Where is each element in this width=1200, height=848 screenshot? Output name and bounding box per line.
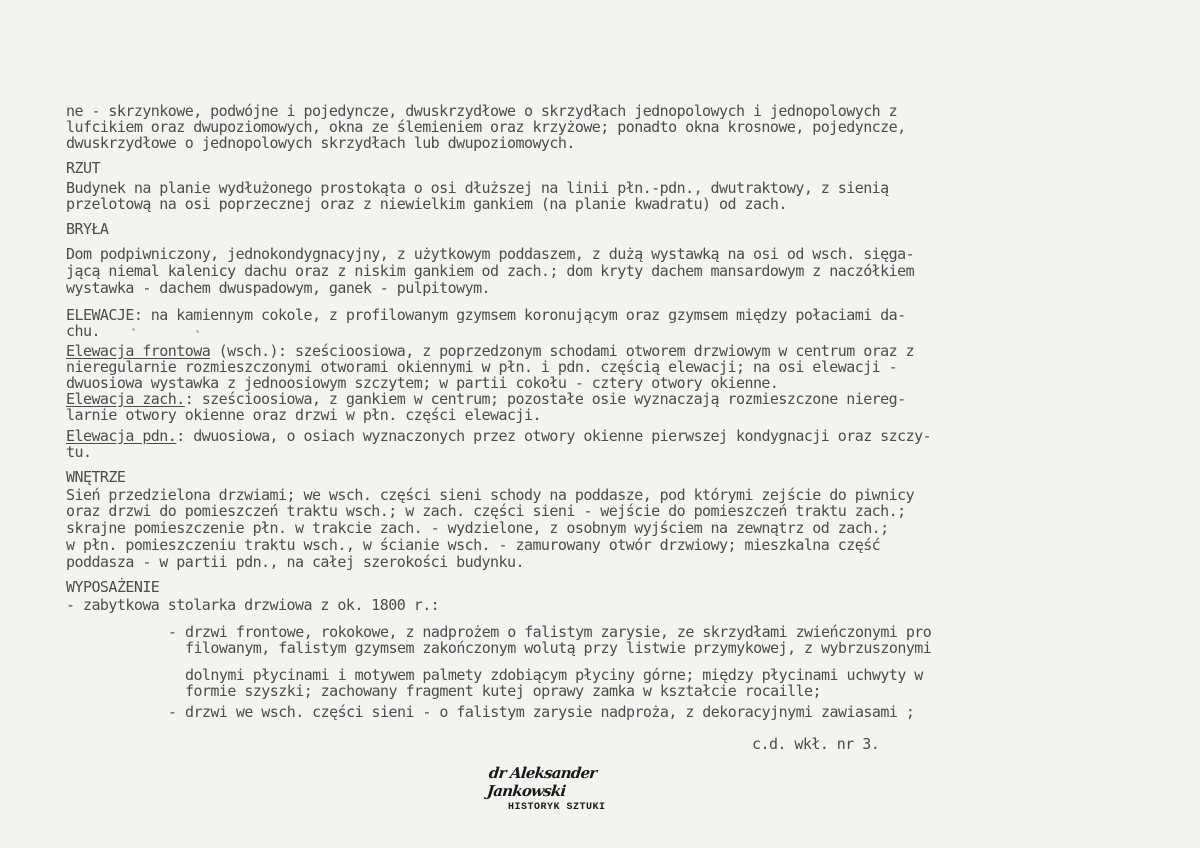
- section-heading-bryla: BRYŁA: [66, 220, 109, 238]
- stamp-title: HISTORYK SZTUKI: [508, 802, 606, 813]
- scan-speck: [132, 328, 135, 331]
- text-line: formie szyszki; zachowany fragment kutej oprawy zamka w kształcie rocaille;: [168, 682, 822, 700]
- text-line: jącą niemal kalenicy dachu oraz z niskim gankiem od zach.; dom kryty dachem mansardowym z naczółkiem: [66, 262, 915, 280]
- elewacja-frontowa-label: Elewacja frontowa: [66, 342, 211, 360]
- list-item: - zabytkowa stolarka drzwiowa z ok. 1800 r.:: [66, 596, 440, 614]
- scan-speck: [196, 330, 199, 333]
- text-line: larnie otwory okienne oraz drzwi w płn. części elewacji.: [66, 406, 541, 424]
- author-stamp: [488, 764, 648, 813]
- text-line: dwuskrzydłowe o jednopolowych skrzydłach lub dwupoziomowych.: [66, 134, 575, 152]
- elewacja-zach-line: [66, 391, 906, 407]
- section-heading-elewacje: ELEWACJE: na kamiennym cokole, z profilowanym gzymsem koronującym oraz gzymsem między połaciami da-: [66, 306, 906, 324]
- continuation-note: c.d. wkł. nr 3.: [752, 735, 880, 753]
- section-heading-wyposazenie: WYPOSAŻENIE: [66, 578, 160, 596]
- elewacja-frontowa-line: [66, 343, 914, 359]
- elewacja-zach-label: Elewacja zach.: [66, 390, 185, 408]
- text-line: nieregularnie rozmieszczonymi otworami okiennymi w płn. i pdn. częścią elewacji; na osi elewacji -: [66, 358, 898, 376]
- text-line: lufcikiem oraz dwupoziomowych, okna ze ślemieniem oraz krzyżowe; ponadto okna krosnowe, pojedyncze,: [66, 118, 906, 136]
- elewacja-pdn-line: [66, 428, 931, 444]
- text-line: poddasza - w partii pdn., na całej szerokości budynku.: [66, 553, 524, 571]
- elewacja-frontowa-text: (wsch.): sześcioosiowa, z poprzedzonym schodami otworem drzwiowym w centrum oraz z: [210, 342, 915, 360]
- sub-list-item: - drzwi we wsch. części sieni - o falistym zarysie nadproża, z dekoracyjnymi zawiasami ;: [168, 703, 915, 721]
- text-line: przelotową na osi poprzecznej oraz z niewielkim gankiem (na planie kwadratu) od zach.: [66, 195, 787, 213]
- elewacja-zach-text: : sześcioosiowa, z gankiem w centrum; pozostałe osie wyznaczają rozmieszczone niereg-: [184, 390, 906, 408]
- text-line: skrajne pomieszczenie płn. w trakcie zach. - wydzielone, z osobnym wyjściem na zewnątrz od zach.;: [66, 519, 889, 537]
- section-heading-wnetrze: WNĘTRZE: [66, 468, 126, 486]
- text-line: filowanym, falistym gzymsem zakończonym wolutą przy listwie przymykowej, z wybrzuszonymi: [168, 639, 932, 657]
- text-line: dolnymi płycinami i motywem palmety zdobiącym płyciny górne; między płycinami uchwyty w: [168, 666, 923, 684]
- text-line: Budynek na planie wydłużonego prostokąta o osi dłuższej na linii płn.-pdn., dwutraktowy, z sienią: [66, 179, 889, 197]
- stamp-name: dr Aleksander Jankowski: [486, 764, 598, 800]
- sub-list-item: - drzwi frontowe, rokokowe, z nadprożem o falistym zarysie, ze skrzydłami zwieńczonymi pro: [168, 623, 932, 641]
- text-line: oraz drzwi do pomieszczeń traktu wsch.; w zach. części sieni - wejście do pomieszczeń traktu zach.;: [66, 502, 906, 520]
- elewacja-pdn-label: Elewacja pdn.: [66, 427, 177, 445]
- text-line: chu.: [66, 322, 100, 340]
- section-heading-rzut: RZUT: [66, 159, 100, 177]
- text-line: Dom podpiwniczony, jednokondygnacyjny, z użytkowym poddaszem, z dużą wystawką na osi od wsch. sięga-: [66, 245, 915, 263]
- text-line: wystawka - dachem dwuspadowym, ganek - pulpitowym.: [66, 279, 491, 297]
- text-line: ne - skrzynkowe, podwójne i pojedyncze, dwuskrzydłowe o skrzydłach jednopolowych i jednopolowych z: [66, 102, 898, 120]
- text-line: tu.: [66, 443, 92, 461]
- text-line: w płn. pomieszczeniu traktu wsch., w ścianie wsch. - zamurowany otwór drzwiowy; mieszkalna część: [66, 536, 881, 554]
- text-line: Sień przedzielona drzwiami; we wsch. części sieni schody na poddasze, pod którymi zejście do piwnicy: [66, 486, 915, 504]
- elewacja-pdn-text: : dwuosiowa, o osiach wyznaczonych przez otwory okienne pierwszej kondygnacji oraz szczy-: [176, 427, 932, 445]
- text-line: dwuosiowa wystawka z jednoosiowym szczytem; w partii cokołu - cztery otwory okienne.: [66, 374, 779, 392]
